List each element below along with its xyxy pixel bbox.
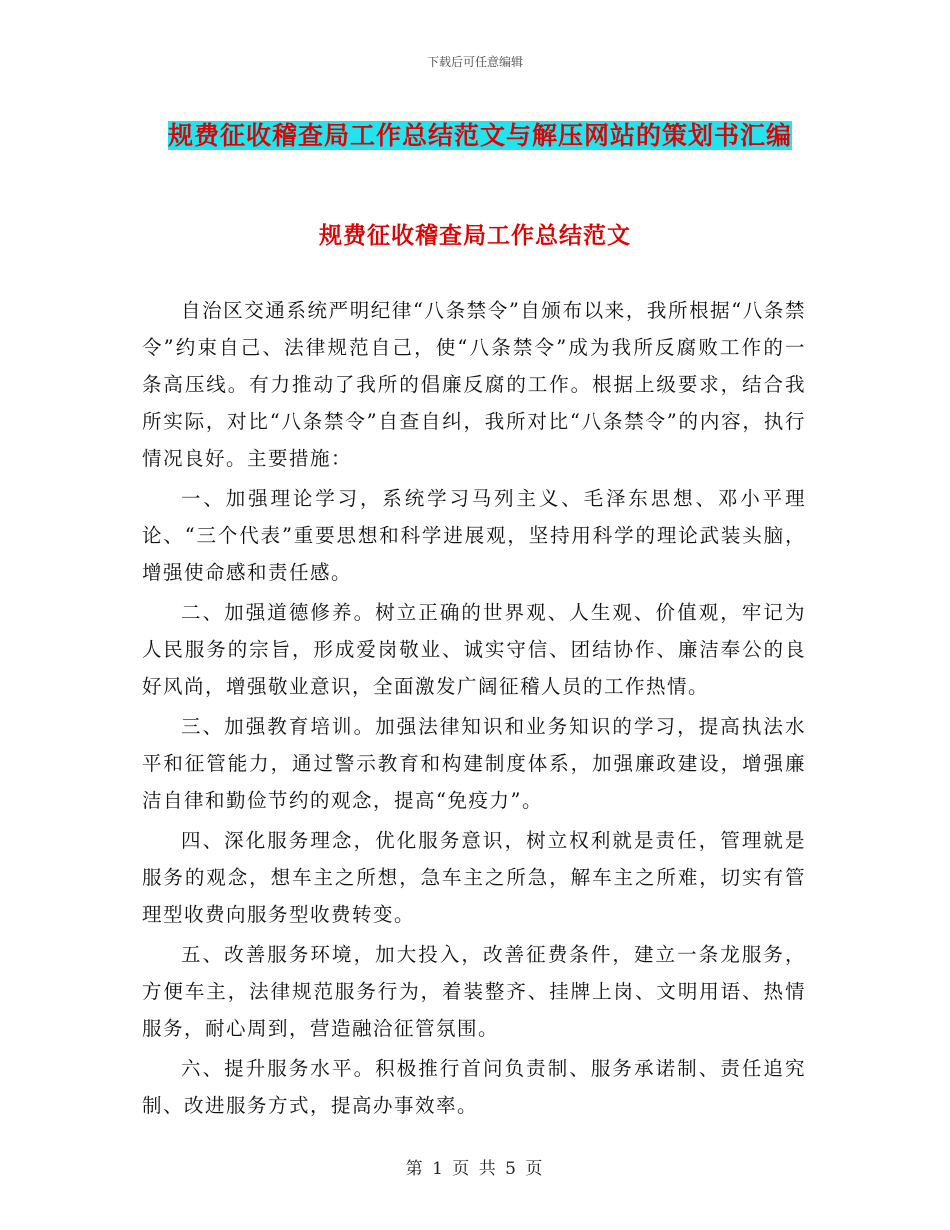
paragraph-item-6: 六、提升服务水平。积极推行首问负责制、服务承诺制、责任追究制、改进服务方式，提高办事效率。 — [142, 1057, 806, 1117]
paragraph-item-5: 五、改善服务环境，加大投入，改善征费条件，建立一条龙服务，方便车主，法律规范服务行为，着装整齐、挂牌上岗、文明用语、热情服务，耐心周到，营造融洽征管氛围。 — [142, 943, 806, 1040]
paragraph-intro: 自治区交通系统严明纪律“八条禁令”自颁布以来，我所根据“八条禁令”约束自己、法律规范自己，使“八条禁令”成为我所反腐败工作的一条高压线。有力推动了我所的倡廉反腐的工作。根据上级要求，结合我所实际，对比“八条禁令”自查自纠，我所对比“八条禁令”的内容，执行情况良好。主要措施： — [142, 299, 806, 470]
header-note: 下载后可任意编辑 — [426, 55, 523, 69]
body-text — [142, 292, 806, 1127]
paragraph-item-4: 四、深化服务理念，优化服务意识，树立权利就是责任，管理就是服务的观念，想车主之所想，急车主之所急，解车主之所难，切实有管理型收费向服务型收费转变。 — [142, 829, 806, 926]
page-footer: 第 1 页 共 5 页 — [405, 1159, 545, 1179]
section-title: 规费征收稽查局工作总结范文 — [319, 222, 631, 249]
document-title-text: 规费征收稽查局工作总结范文与解压网站的策划书汇编 — [167, 121, 792, 150]
paragraph-item-1: 一、加强理论学习，系统学习马列主义、毛泽东思想、邓小平理论、“三个代表”重要思想和科学进展观，坚持用科学的理论武装头脑，增强使命感和责任感。 — [142, 487, 806, 584]
paragraph-item-3: 三、加强教育培训。加强法律知识和业务知识的学习，提高执法水平和征管能力，通过警示教育和构建制度体系，加强廉政建设，增强廉洁自律和勤俭节约的观念，提高“免疫力”。 — [142, 715, 806, 812]
document-title — [150, 110, 810, 162]
paragraph-item-2: 二、加强道德修养。树立正确的世界观、人生观、价值观，牢记为人民服务的宗旨，形成爱岗敬业、诚实守信、团结协作、廉洁奉公的良好风尚，增强敬业意识，全面激发广阔征稽人员的工作热情。 — [142, 601, 806, 698]
